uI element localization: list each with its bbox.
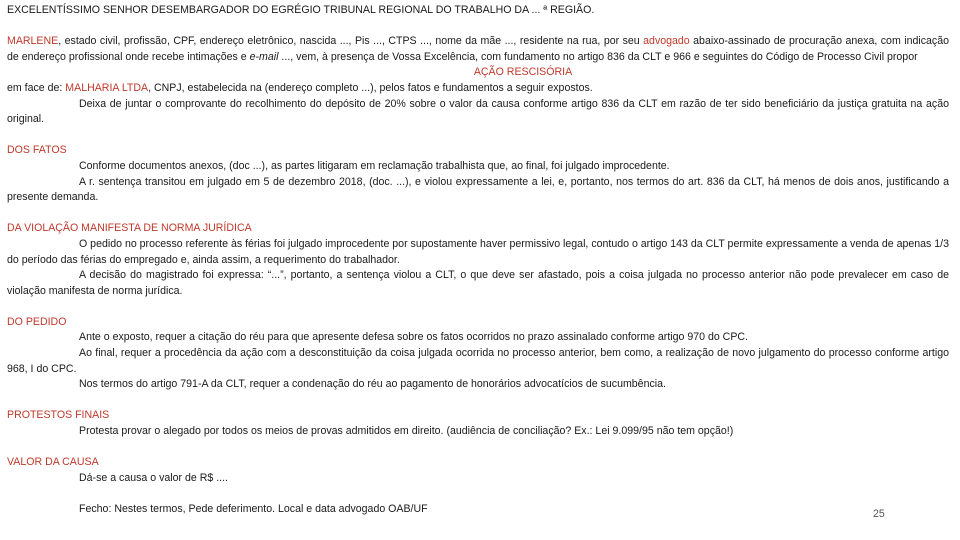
spacer	[7, 440, 949, 456]
request-paragraph-1: Ante o exposto, requer a citação do réu para que apresente defesa sobre os fatos ocorridos no prazo assinalado conforme artigo 970 do CPC.	[79, 331, 748, 344]
intro-text-a: , estado civil, profissão, CPF, endereço eletrônico, nascida ..., Pis ..., CTPS ..., nome da mãe ..., residente na rua, por seu	[58, 35, 644, 48]
protests-title: PROTESTOS FINAIS	[7, 409, 110, 422]
deposit-paragraph: Deixa de juntar o comprovante do recolhimento do depósito de 20% sobre o valor da causa conforme artigo 836 da CLT em razão de ter sido beneficiário da justiça gratuita na ação original.	[7, 97, 949, 126]
document-heading: EXCELENTÍSSIMO SENHOR DESEMBARGADOR DO EGRÉGIO TRIBUNAL REGIONAL DO TRABALHO DA ... ª REGIÃO.	[7, 4, 595, 16]
violation-paragraph-1: O pedido no processo referente às férias foi julgado improcedente por supostamente haver permissivo legal, contudo o artigo 143 da CLT permite expressamente a venda de apenas 1/3 do período das férias do empregado e, ainda assim, a requerimento do trabalhador.	[7, 237, 949, 266]
spacer	[7, 206, 949, 222]
closing-line: Fecho: Nestes termos, Pede deferimento. Local e data advogado OAB/UF	[79, 503, 428, 515]
violation-paragraph-2: A decisão do magistrado foi expressa: “...”, portanto, a sentença violou a CLT, o que deve ser afastado, pois a coisa julgada no processo anterior não pode prevalecer em caso de violação manifesta de norma jurídica.	[7, 269, 949, 297]
spacer	[7, 393, 949, 409]
advogado-word: advogado	[643, 35, 690, 48]
plaintiff-name: MARLENE	[7, 35, 59, 48]
intro-paragraph	[7, 34, 949, 65]
spacer	[7, 19, 949, 35]
request-title: DO PEDIDO	[7, 315, 67, 328]
intro-text-b: abaixo-assinado de procuração anexa, com indicação de endereço profissional onde recebe intimações e	[7, 35, 949, 63]
email-word: e-mail	[249, 50, 279, 63]
against-prefix: em face de:	[7, 81, 66, 94]
spacer	[7, 299, 949, 315]
intro-text-c: ..., vem, à presença de Vossa Excelência, com fundamento no artigo 836 da CLT e 966 e seguintes do Código de Processo Civil propor	[278, 50, 918, 63]
defendant-company: MALHARIA LTDA	[65, 81, 149, 94]
action-title: AÇÃO RESCISÓRIA	[473, 66, 573, 79]
facts-paragraph-1: Conforme documentos anexos, (doc ...), as partes litigaram em reclamação trabalhista que, ao final, foi julgado improcedente.	[79, 159, 670, 172]
spacer	[7, 128, 949, 144]
against-paragraph	[7, 81, 949, 97]
page-number: 25	[873, 508, 885, 520]
protests-paragraph: Protesta provar o alegado por todos os meios de provas admitidos em direito. (audiência de conciliação? Ex.: Lei 9.099/95 não tem opção!)	[79, 425, 734, 438]
against-text: , CNPJ, estabelecida na (endereço completo ...), pelos fatos e fundamentos a seguir expostos.	[148, 81, 593, 94]
spacer	[7, 486, 949, 502]
value-title: VALOR DA CAUSA	[7, 456, 99, 469]
violation-title: DA VIOLAÇÃO MANIFESTA DE NORMA JURÍDICA	[7, 222, 252, 235]
request-paragraph-2: Ao final, requer a procedência da ação com a desconstituição da coisa julgada ocorrida no processo anterior, bem como, a realização de novo julgamento do processo conforme artigo 968, I do CPC.	[7, 347, 949, 375]
facts-paragraph-2: A r. sentença transitou em julgado em 5 de dezembro 2018, (doc. ...), e violou expressamente a lei, e, portanto, nos termos do art. 836 da CLT, há menos de dois anos, justificando a presente demanda.	[7, 175, 949, 204]
value-paragraph: Dá-se a causa o valor de R$ ....	[79, 471, 228, 484]
request-paragraph-3: Nos termos do artigo 791-A da CLT, requer a condenação do réu ao pagamento de honorários advocatícios de sucumbência.	[79, 378, 666, 391]
document-page	[7, 3, 949, 518]
facts-title: DOS FATOS	[7, 144, 67, 157]
